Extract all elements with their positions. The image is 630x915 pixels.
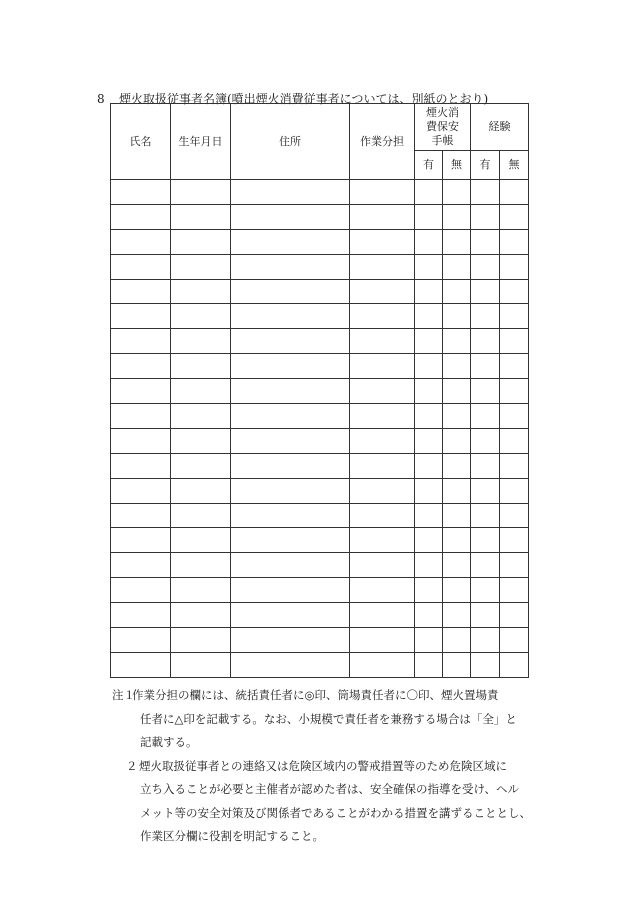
table-row — [111, 379, 529, 404]
table-row — [111, 428, 529, 453]
role-cell[interactable] — [350, 503, 415, 528]
handbook-no-cell[interactable] — [443, 379, 471, 404]
role-cell[interactable] — [350, 304, 415, 329]
role-cell[interactable] — [350, 553, 415, 578]
handbook-yes-cell[interactable] — [415, 628, 443, 653]
experience-yes-cell[interactable] — [471, 528, 500, 553]
role-cell[interactable] — [350, 180, 415, 205]
name-cell[interactable] — [111, 304, 171, 329]
experience-no-cell[interactable] — [500, 229, 529, 254]
header-safety-handbook-line2: 費保安 — [426, 120, 459, 133]
table-row — [111, 453, 529, 478]
handbook-yes-cell[interactable] — [415, 254, 443, 279]
experience-no-cell[interactable] — [500, 652, 529, 677]
handbook-yes-cell[interactable] — [415, 528, 443, 553]
address-cell[interactable] — [231, 478, 350, 503]
header-handbook-no: 無 — [443, 151, 471, 180]
table-row — [111, 652, 529, 677]
handbook-no-cell[interactable] — [443, 329, 471, 354]
experience-no-cell[interactable] — [500, 528, 529, 553]
experience-yes-cell[interactable] — [471, 478, 500, 503]
table-row — [111, 180, 529, 205]
experience-yes-cell[interactable] — [471, 329, 500, 354]
address-cell[interactable] — [231, 553, 350, 578]
handbook-no-cell[interactable] — [443, 503, 471, 528]
birthdate-cell[interactable] — [171, 428, 231, 453]
role-cell[interactable] — [350, 204, 415, 229]
note-1-label: 注１ — [112, 688, 135, 702]
handbook-no-cell[interactable] — [443, 478, 471, 503]
role-cell[interactable] — [350, 453, 415, 478]
birthdate-cell[interactable] — [171, 503, 231, 528]
name-cell[interactable] — [111, 652, 171, 677]
name-cell[interactable] — [111, 503, 171, 528]
experience-no-cell[interactable] — [500, 453, 529, 478]
address-cell[interactable] — [231, 329, 350, 354]
birthdate-cell[interactable] — [171, 229, 231, 254]
handbook-no-cell[interactable] — [443, 453, 471, 478]
header-experience: 経験 — [471, 104, 529, 151]
experience-yes-cell[interactable] — [471, 254, 500, 279]
experience-yes-cell[interactable] — [471, 180, 500, 205]
table-row — [111, 528, 529, 553]
handbook-no-cell[interactable] — [443, 428, 471, 453]
section-title: 煙火取扱従事者名簿(噴出煙火消費従事者については、別紙のとおり) — [119, 92, 489, 106]
experience-yes-cell[interactable] — [471, 354, 500, 379]
handbook-no-cell[interactable] — [443, 578, 471, 603]
experience-yes-cell[interactable] — [471, 304, 500, 329]
experience-no-cell[interactable] — [500, 204, 529, 229]
handbook-no-cell[interactable] — [443, 180, 471, 205]
table-row — [111, 354, 529, 379]
role-cell[interactable] — [350, 404, 415, 429]
note-1 — [112, 684, 542, 755]
experience-no-cell[interactable] — [500, 404, 529, 429]
name-cell[interactable] — [111, 528, 171, 553]
handbook-yes-cell[interactable] — [415, 180, 443, 205]
experience-no-cell[interactable] — [500, 578, 529, 603]
experience-no-cell[interactable] — [500, 180, 529, 205]
handbook-no-cell[interactable] — [443, 528, 471, 553]
experience-no-cell[interactable] — [500, 503, 529, 528]
role-cell[interactable] — [350, 354, 415, 379]
address-cell[interactable] — [231, 528, 350, 553]
name-cell[interactable] — [111, 254, 171, 279]
experience-no-cell[interactable] — [500, 379, 529, 404]
fireworks-handler-roster-table — [110, 103, 529, 678]
handbook-yes-cell[interactable] — [415, 478, 443, 503]
note-2-line: 作業区分欄に役割を明記すること。 — [140, 829, 324, 843]
experience-no-cell[interactable] — [500, 628, 529, 653]
birthdate-cell[interactable] — [171, 478, 231, 503]
table-row — [111, 578, 529, 603]
experience-yes-cell[interactable] — [471, 628, 500, 653]
table-row — [111, 478, 529, 503]
table-row — [111, 404, 529, 429]
name-cell[interactable] — [111, 578, 171, 603]
birthdate-cell[interactable] — [171, 453, 231, 478]
header-address: 住所 — [231, 104, 350, 180]
table-row — [111, 279, 529, 304]
handbook-yes-cell[interactable] — [415, 204, 443, 229]
experience-no-cell[interactable] — [500, 304, 529, 329]
note-2-line: メット等の安全対策及び関係者であることがわかる措置を講ずることとし、 — [140, 805, 531, 820]
name-cell[interactable] — [111, 229, 171, 254]
handbook-no-cell[interactable] — [443, 628, 471, 653]
handbook-no-cell[interactable] — [443, 354, 471, 379]
name-cell[interactable] — [111, 553, 171, 578]
birthdate-cell[interactable] — [171, 553, 231, 578]
birthdate-cell[interactable] — [171, 279, 231, 304]
handbook-yes-cell[interactable] — [415, 652, 443, 677]
address-cell[interactable] — [231, 204, 350, 229]
address-cell[interactable] — [231, 453, 350, 478]
handbook-no-cell[interactable] — [443, 404, 471, 429]
birthdate-cell[interactable] — [171, 603, 231, 628]
header-safety-handbook-line3: 手帳 — [431, 134, 454, 147]
role-cell[interactable] — [350, 229, 415, 254]
note-1-line: 任者に△印を記載する。なお、小規模で責任者を兼務する場合は「全」と — [140, 711, 517, 726]
handbook-yes-cell[interactable] — [415, 229, 443, 254]
address-cell[interactable] — [231, 229, 350, 254]
experience-yes-cell[interactable] — [471, 404, 500, 429]
experience-yes-cell[interactable] — [471, 279, 500, 304]
handbook-no-cell[interactable] — [443, 553, 471, 578]
address-cell[interactable] — [231, 279, 350, 304]
handbook-yes-cell[interactable] — [415, 603, 443, 628]
table-row — [111, 229, 529, 254]
experience-no-cell[interactable] — [500, 329, 529, 354]
role-cell[interactable] — [350, 254, 415, 279]
header-experience-no: 無 — [500, 151, 529, 180]
birthdate-cell[interactable] — [171, 528, 231, 553]
table-header-row — [111, 104, 529, 151]
name-cell[interactable] — [111, 603, 171, 628]
birthdate-cell[interactable] — [171, 404, 231, 429]
experience-yes-cell[interactable] — [471, 229, 500, 254]
role-cell[interactable] — [350, 279, 415, 304]
note-1-line: 作業分担の欄には、統括責任者に◎印、筒場責任者に〇印、煙火置場責 — [132, 688, 499, 702]
name-cell[interactable] — [111, 404, 171, 429]
role-cell[interactable] — [350, 628, 415, 653]
birthdate-cell[interactable] — [171, 304, 231, 329]
header-handbook-yes: 有 — [415, 151, 443, 180]
address-cell[interactable] — [231, 379, 350, 404]
experience-yes-cell[interactable] — [471, 603, 500, 628]
header-safety-handbook-line1: 煙火消 — [426, 106, 459, 119]
address-cell[interactable] — [231, 578, 350, 603]
role-cell[interactable] — [350, 578, 415, 603]
experience-yes-cell[interactable] — [471, 453, 500, 478]
handbook-yes-cell[interactable] — [415, 453, 443, 478]
address-cell[interactable] — [231, 503, 350, 528]
name-cell[interactable] — [111, 279, 171, 304]
table-body — [111, 180, 529, 678]
section-number: 8 — [97, 92, 105, 106]
name-cell[interactable] — [111, 478, 171, 503]
address-cell[interactable] — [231, 652, 350, 677]
name-cell[interactable] — [111, 180, 171, 205]
experience-no-cell[interactable] — [500, 279, 529, 304]
experience-no-cell[interactable] — [500, 354, 529, 379]
note-2-label: ２ — [126, 758, 138, 773]
role-cell[interactable] — [350, 528, 415, 553]
handbook-yes-cell[interactable] — [415, 553, 443, 578]
handbook-no-cell[interactable] — [443, 229, 471, 254]
birthdate-cell[interactable] — [171, 204, 231, 229]
role-cell[interactable] — [350, 379, 415, 404]
experience-no-cell[interactable] — [500, 553, 529, 578]
handbook-yes-cell[interactable] — [415, 503, 443, 528]
experience-yes-cell[interactable] — [471, 503, 500, 528]
table-row — [111, 628, 529, 653]
experience-yes-cell[interactable] — [471, 553, 500, 578]
role-cell[interactable] — [350, 428, 415, 453]
birthdate-cell[interactable] — [171, 652, 231, 677]
address-cell[interactable] — [231, 304, 350, 329]
experience-no-cell[interactable] — [500, 478, 529, 503]
header-experience-yes: 有 — [471, 151, 500, 180]
address-cell[interactable] — [231, 628, 350, 653]
handbook-no-cell[interactable] — [443, 304, 471, 329]
experience-yes-cell[interactable] — [471, 578, 500, 603]
birthdate-cell[interactable] — [171, 354, 231, 379]
table-row — [111, 503, 529, 528]
note-1-line: 記載する。 — [140, 735, 198, 749]
experience-yes-cell[interactable] — [471, 204, 500, 229]
handbook-no-cell[interactable] — [443, 254, 471, 279]
handbook-yes-cell[interactable] — [415, 428, 443, 453]
header-safety-handbook — [415, 104, 471, 151]
handbook-yes-cell[interactable] — [415, 354, 443, 379]
role-cell[interactable] — [350, 652, 415, 677]
handbook-no-cell[interactable] — [443, 204, 471, 229]
handbook-no-cell[interactable] — [443, 652, 471, 677]
header-name: 氏名 — [111, 104, 171, 180]
experience-yes-cell[interactable] — [471, 428, 500, 453]
table-row — [111, 304, 529, 329]
handbook-yes-cell[interactable] — [415, 404, 443, 429]
handbook-yes-cell[interactable] — [415, 329, 443, 354]
note-2-line: 煙火取扱従事者との連絡又は危険区域内の警戒措置等のため危険区域に — [139, 758, 507, 773]
name-cell[interactable] — [111, 628, 171, 653]
note-2 — [112, 755, 542, 849]
handbook-yes-cell[interactable] — [415, 578, 443, 603]
notes — [112, 684, 542, 849]
table-row — [111, 553, 529, 578]
address-cell[interactable] — [231, 404, 350, 429]
birthdate-cell[interactable] — [171, 180, 231, 205]
handbook-no-cell[interactable] — [443, 603, 471, 628]
experience-no-cell[interactable] — [500, 603, 529, 628]
birthdate-cell[interactable] — [171, 329, 231, 354]
table-row — [111, 254, 529, 279]
name-cell[interactable] — [111, 354, 171, 379]
name-cell[interactable] — [111, 453, 171, 478]
name-cell[interactable] — [111, 379, 171, 404]
experience-no-cell[interactable] — [500, 254, 529, 279]
name-cell[interactable] — [111, 428, 171, 453]
handbook-no-cell[interactable] — [443, 279, 471, 304]
table-row — [111, 603, 529, 628]
birthdate-cell[interactable] — [171, 379, 231, 404]
birthdate-cell[interactable] — [171, 578, 231, 603]
name-cell[interactable] — [111, 204, 171, 229]
experience-yes-cell[interactable] — [471, 379, 500, 404]
table-row — [111, 329, 529, 354]
address-cell[interactable] — [231, 180, 350, 205]
header-birthdate: 生年月日 — [171, 104, 231, 180]
table-row — [111, 204, 529, 229]
experience-no-cell[interactable] — [500, 428, 529, 453]
address-cell[interactable] — [231, 254, 350, 279]
experience-yes-cell[interactable] — [471, 652, 500, 677]
birthdate-cell[interactable] — [171, 254, 231, 279]
birthdate-cell[interactable] — [171, 628, 231, 653]
address-cell[interactable] — [231, 603, 350, 628]
note-2-line: 立ち入ることが必要と主催者が認めた者は、安全確保の指導を受け、ヘル — [140, 782, 520, 796]
handbook-yes-cell[interactable] — [415, 379, 443, 404]
address-cell[interactable] — [231, 428, 350, 453]
handbook-yes-cell[interactable] — [415, 279, 443, 304]
name-cell[interactable] — [111, 329, 171, 354]
role-cell[interactable] — [350, 329, 415, 354]
handbook-yes-cell[interactable] — [415, 304, 443, 329]
role-cell[interactable] — [350, 478, 415, 503]
address-cell[interactable] — [231, 354, 350, 379]
header-role: 作業分担 — [350, 104, 415, 180]
role-cell[interactable] — [350, 603, 415, 628]
